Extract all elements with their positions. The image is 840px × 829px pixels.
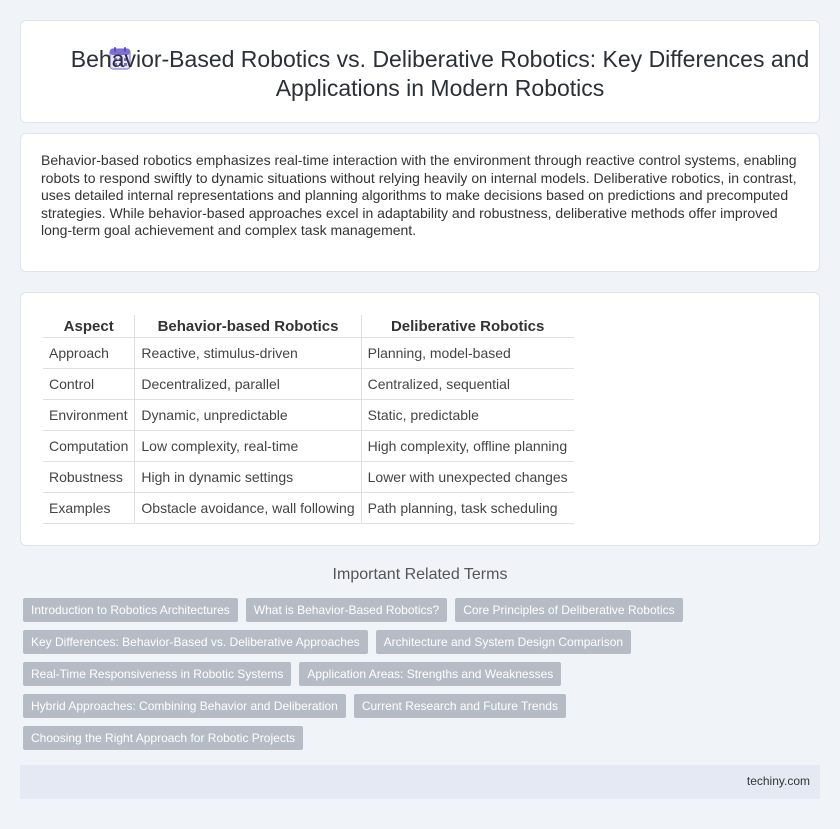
table-cell: Lower with unexpected changes <box>361 461 574 492</box>
table-cell: Examples <box>43 492 135 523</box>
table-row <box>43 430 574 461</box>
related-term-link[interactable]: Application Areas: Strengths and Weaknesses <box>299 662 561 686</box>
related-term-link[interactable]: Architecture and System Design Comparison <box>376 630 631 654</box>
table-row <box>43 399 574 430</box>
table-cell: High in dynamic settings <box>135 461 361 492</box>
table-cell: Computation <box>43 430 135 461</box>
column-header-behavior-based: Behavior-based Robotics <box>135 315 361 337</box>
table-cell: Environment <box>43 399 135 430</box>
related-terms-list <box>23 598 823 758</box>
related-term-link[interactable]: What is Behavior-Based Robotics? <box>246 598 447 622</box>
table-cell: Dynamic, unpredictable <box>135 399 361 430</box>
comparison-table <box>43 315 574 524</box>
related-term-link[interactable]: Choosing the Right Approach for Robotic Projects <box>23 726 303 750</box>
table-header-row <box>43 315 574 337</box>
intro-card <box>20 133 820 272</box>
related-term-link[interactable]: Key Differences: Behavior-Based vs. Deliberative Approaches <box>23 630 368 654</box>
related-term-link[interactable]: Hybrid Approaches: Combining Behavior and Deliberation <box>23 694 346 718</box>
related-term-link[interactable]: Introduction to Robotics Architectures <box>23 598 238 622</box>
comparison-card <box>20 292 820 546</box>
title-card <box>20 20 820 123</box>
table-row <box>43 492 574 523</box>
table-cell: Obstacle avoidance, wall following <box>135 492 361 523</box>
table-cell: Control <box>43 368 135 399</box>
table-cell: Reactive, stimulus-driven <box>135 337 361 368</box>
related-term-link[interactable]: Core Principles of Deliberative Robotics <box>455 598 682 622</box>
table-cell: Low complexity, real-time <box>135 430 361 461</box>
table-row <box>43 337 574 368</box>
related-terms-heading: Important Related Terms <box>332 566 508 583</box>
table-cell: Approach <box>43 337 135 368</box>
table-cell: Static, predictable <box>361 399 574 430</box>
table-row <box>43 461 574 492</box>
table-cell: High complexity, offline planning <box>361 430 574 461</box>
table-cell: Decentralized, parallel <box>135 368 361 399</box>
column-header-deliberative: Deliberative Robotics <box>361 315 574 337</box>
footer-site-link[interactable]: techiny.com <box>746 774 810 788</box>
table-cell: Path planning, task scheduling <box>361 492 574 523</box>
page-title: Behavior-Based Robotics vs. Deliberative Robotics: Key Differences and Applications in Modern Robotics <box>70 46 810 101</box>
intro-paragraph: Behavior-based robotics emphasizes real-time interaction with the environment through reactive control systems, enabling robots to respond swiftly to dynamic situations without relying heavily on internal models. Deliberative robotics, in contrast, uses detailed internal representations and planning algorithms to make decisions based on predictions and precomputed strategies. While behavior-based approaches excel in adaptability and robustness, deliberative methods offer improved long-term goal achievement and complex task management. <box>41 152 797 238</box>
table-cell: Planning, model-based <box>361 337 574 368</box>
table-row <box>43 368 574 399</box>
related-term-link[interactable]: Real-Time Responsiveness in Robotic Systems <box>23 662 291 686</box>
table-cell: Centralized, sequential <box>361 368 574 399</box>
footer <box>20 765 820 799</box>
column-header-aspect: Aspect <box>43 315 135 337</box>
related-term-link[interactable]: Current Research and Future Trends <box>354 694 566 718</box>
table-cell: Robustness <box>43 461 135 492</box>
